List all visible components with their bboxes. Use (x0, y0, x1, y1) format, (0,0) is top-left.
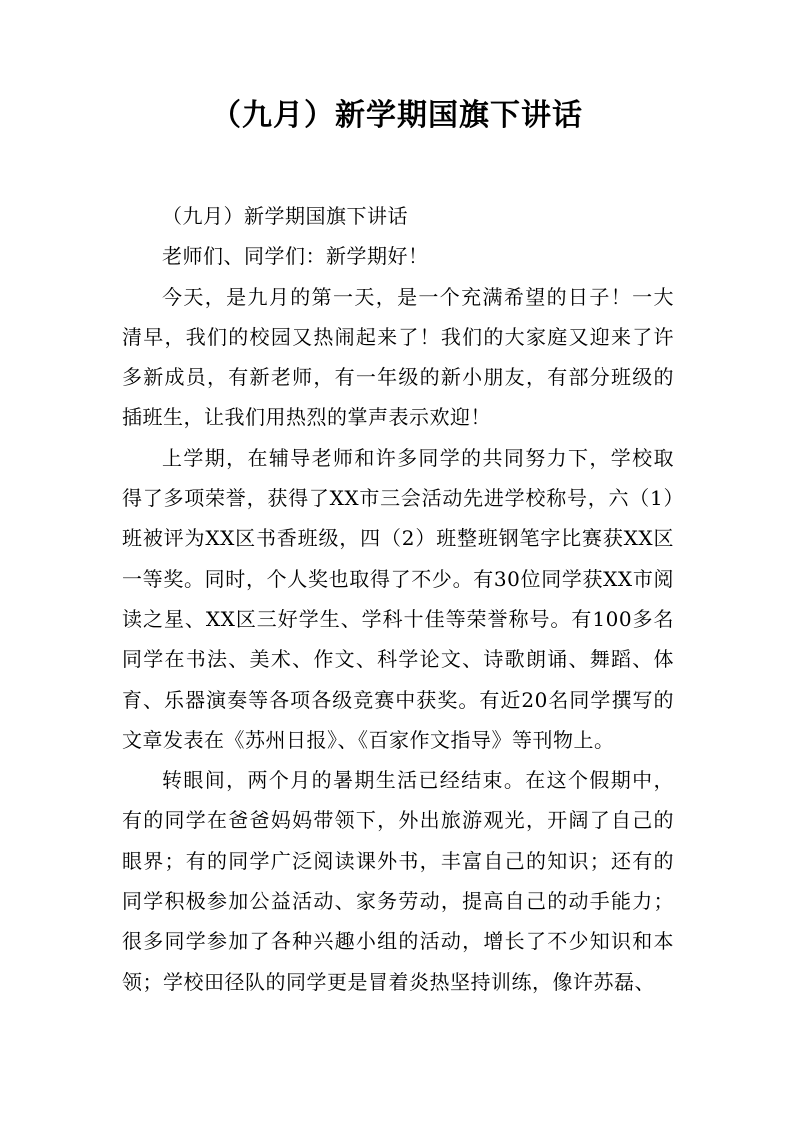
paragraph-heading: （九月）新学期国旗下讲话 (162, 204, 408, 228)
paragraph-welcome: 今天，是九月的第一天，是一个充满希望的日子！一大清早，我们的校园又热闹起来了！我们的大家庭又迎来了许多新成员，有新老师，有一年级的新小朋友，有部分班级的插班生，让我们用热烈的掌声表示欢迎！ (122, 284, 674, 430)
document-title: （九月）新学期国旗下讲话 (211, 98, 583, 133)
paragraph-achievements: 上学期，在辅导老师和许多同学的共同努力下，学校取得了多项荣誉，获得了XX市三会活动先进学校称号，六（1）班被评为XX区书香班级，四（2）班整班钢笔字比赛获XX区一等奖。同时，个人奖也取得了不少。有30位同学获XX市阅读之星、XX区三好学生、学科十佳等荣誉称号。有100多名同学在书法、美术、作文、科学论文、诗歌朗诵、舞蹈、体育、乐器演奏等各项各级竞赛中获奖。有近20名同学撰写的文章发表在《苏州日报》、《百家作文指导》等刊物上。 (122, 445, 674, 752)
document-body (122, 196, 674, 1002)
paragraph-greeting: 老师们、同学们：新学期好！ (162, 244, 429, 269)
paragraph-summer: 转眼间，两个月的暑期生活已经结束。在这个假期中，有的同学在爸爸妈妈带领下，外出旅游观光，开阔了自己的眼界；有的同学广泛阅读课外书，丰富自己的知识；还有的同学积极参加公益活动、家务劳动，提高自己的动手能力；很多同学参加了各种兴趣小组的活动，增长了不少知识和本领；学校田径队的同学更是冒着炎热坚持训练，像许苏磊、 (122, 768, 674, 994)
